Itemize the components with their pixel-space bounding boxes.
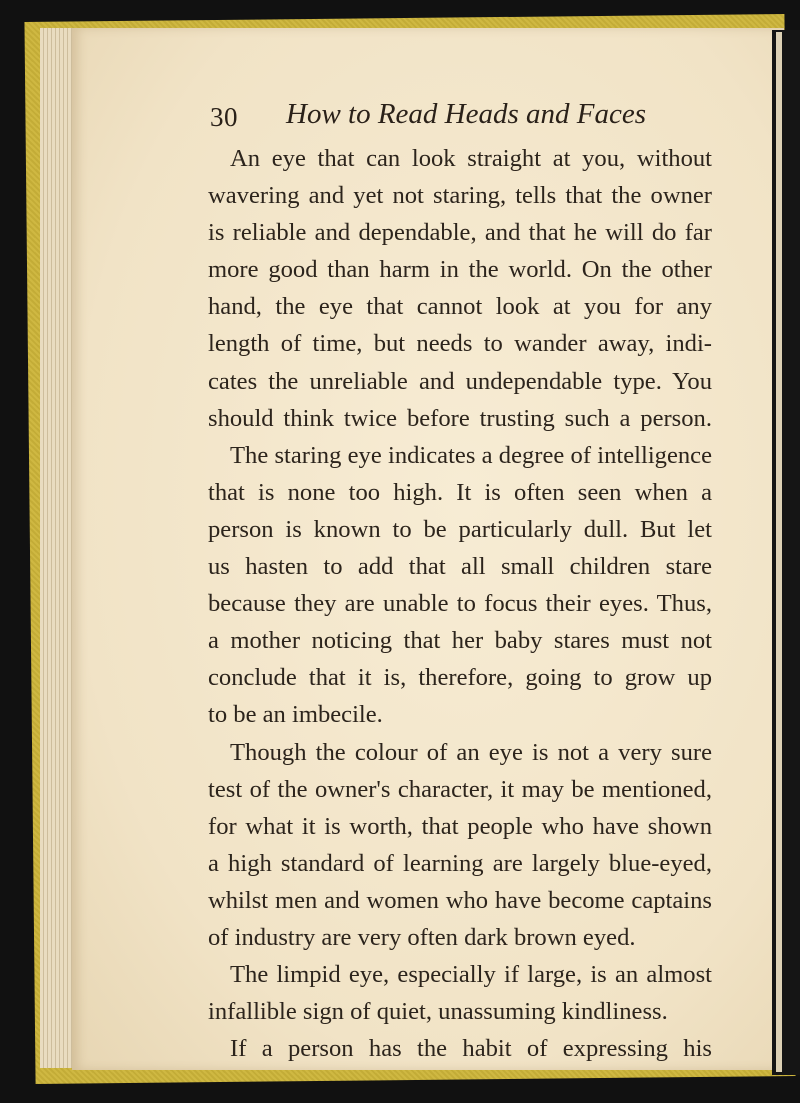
text-line: is reliable and dependable, and that he will do far: [208, 219, 712, 247]
text-line: for what it is worth, that people who have shown: [208, 812, 712, 840]
running-head: [210, 98, 690, 142]
text-line: Though the colour of an eye is not a very sure: [230, 738, 712, 766]
text-line: hand, the eye that cannot look at you for any: [208, 293, 712, 321]
text-line: The limpid eye, especially if large, is an almost: [230, 961, 712, 989]
text-line: a mother noticing that her baby stares must not: [208, 627, 712, 655]
text-line: If a person has the habit of expressing his: [230, 1035, 712, 1063]
text-line: length of time, but needs to wander away, indi-: [208, 330, 712, 358]
text-line: The staring eye indicates a degree of intelligence: [230, 441, 712, 469]
text-line: conclude that it is, therefore, going to grow up: [208, 664, 712, 692]
text-line: of industry are very often dark brown eyed.: [208, 923, 636, 951]
text-line: test of the owner's character, it may be mentioned,: [208, 775, 712, 803]
text-line: us hasten to add that all small children stare: [208, 553, 712, 581]
text-line: whilst men and women who have become captains: [208, 886, 712, 914]
text-line: cates the unreliable and undependable type. You: [208, 367, 712, 395]
book-title: How to Read Heads and Faces: [286, 98, 647, 130]
page-number: 30: [210, 102, 238, 132]
text-line: infallible sign of quiet, unassuming kindliness.: [208, 998, 668, 1026]
text-line: that is none too high. It is often seen when a: [208, 478, 712, 506]
text-line: wavering and yet not staring, tells that the owner: [208, 182, 712, 210]
text-line: to be an imbecile.: [208, 701, 383, 729]
next-page-edge: [776, 32, 782, 1072]
body-text: [208, 140, 712, 1067]
text-line: because they are unable to focus their eyes. Thus,: [208, 590, 712, 618]
text-line: An eye that can look straight at you, without: [230, 145, 712, 172]
text-line: a high standard of learning are largely blue-eyed,: [208, 849, 712, 877]
text-line: should think twice before trusting such a person.: [208, 404, 712, 432]
text-line: more good than harm in the world. On the other: [208, 256, 712, 284]
text-line: person is known to be particularly dull. But let: [208, 515, 712, 543]
